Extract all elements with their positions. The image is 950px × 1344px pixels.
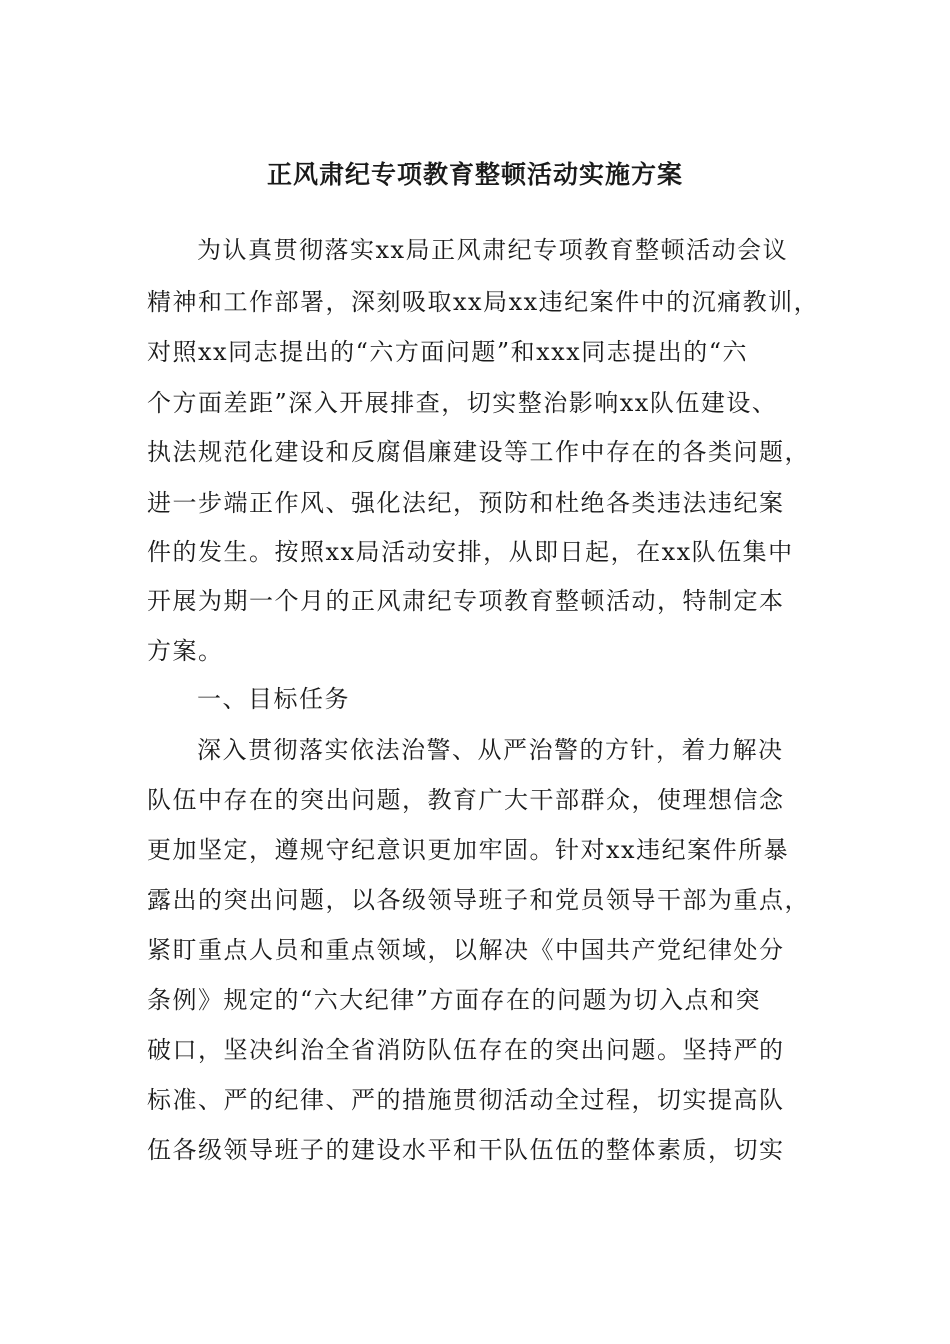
paragraph-line: 更加坚定，遵规守纪意识更加牢固。针对xx违纪案件所暴	[147, 836, 790, 864]
paragraph-line: 伍各级领导班子的建设水平和干队伍伍的整体素质，切实	[147, 1136, 785, 1164]
paragraph-line: 进一步端正作风、强化法纪，预防和杜绝各类违法违纪案	[147, 489, 785, 517]
paragraph-line: 件的发生。按照xx局活动安排，从即日起，在xx队伍集中	[147, 538, 794, 566]
paragraph-line: 精神和工作部署，深刻吸取xx局xx违纪案件中的沉痛教训，	[147, 288, 820, 316]
paragraph-line: 方案。	[147, 637, 224, 665]
paragraph-line: 条例》规定的“六大纪律”方面存在的问题为切入点和突	[147, 986, 762, 1014]
paragraph-line: 个方面差距”深入开展排查，切实整治影响xx队伍建设、	[147, 389, 778, 417]
paragraph-line: 对照xx同志提出的“六方面问题”和xxx同志提出的“六	[147, 338, 748, 366]
paragraph-line: 破口，坚决纠治全省消防队伍存在的突出问题。坚持严的	[147, 1036, 785, 1064]
paragraph-line: 露出的突出问题，以各级领导班子和党员领导干部为重点，	[147, 886, 810, 914]
paragraph-line: 深入贯彻落实依法治警、从严治警的方针，着力解决	[197, 736, 784, 764]
paragraph-line: 标准、严的纪律、严的措施贯彻活动全过程，切实提高队	[147, 1086, 785, 1114]
section-heading: 一、目标任务	[197, 685, 350, 713]
document-title: 正风肃纪专项教育整顿活动实施方案	[266, 160, 683, 189]
paragraph-line: 队伍中存在的突出问题，教育广大干部群众，使理想信念	[147, 786, 785, 814]
paragraph-line: 执法规范化建设和反腐倡廉建设等工作中存在的各类问题，	[147, 438, 810, 466]
paragraph-line: 紧盯重点人员和重点领域，以解决《中国共产党纪律处分	[147, 936, 785, 964]
paragraph-line: 为认真贯彻落实xx局正风肃纪专项教育整顿活动会议	[197, 236, 789, 264]
paragraph-line: 开展为期一个月的正风肃纪专项教育整顿活动，特制定本	[147, 587, 785, 615]
